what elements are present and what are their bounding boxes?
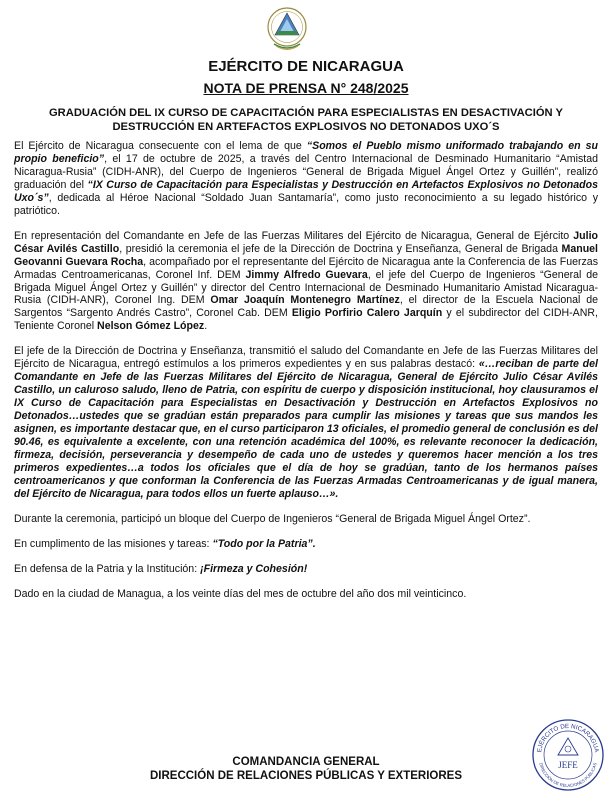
p2-name-aviles: Julio César Avilés Castillo (14, 229, 598, 255)
p2-text-a: En representación del Comandante en Jefe de las Fuerzas Militares del Ejército de Nicaragua, General de Ejército (14, 229, 574, 242)
p6-motto: ¡Firmeza y Cohesión! (200, 562, 308, 575)
p2-name-gomez: Nelson Gómez López (97, 320, 205, 333)
paragraph-4: Durante la ceremonia, participó un bloque del Cuerpo de Ingenieros “General de Brigada Miguel Ángel Ortez”. (14, 512, 531, 525)
paragraph-6 (14, 563, 598, 576)
p2-text-g: , el jefe del Cuerpo de Ingenieros “General de Brigada Miguel Ángel Ortez y Guillén” y director del Centro Internacional de Desminado Humanitario Amistad Nicaragua-Rusia (CIDH-ANR), Coronel Ing. DEM (14, 268, 598, 307)
p1-course-name: “IX Curso de Capacitación para Especialistas y Destrucción en Artefactos Explosivos no Detonados Uxo´s” (14, 178, 599, 204)
p2-name-guevara-rocha: Manuel Geovanni Guevara Rocha (14, 242, 598, 268)
signature-line-2: DIRECCIÓN DE RELACIONES PÚBLICAS Y EXTERIORES (149, 770, 463, 782)
p1-motto: “Somos el Pueblo mismo uniformado trabajando en su propio beneficio” (14, 140, 599, 165)
paragraph-5 (14, 538, 598, 551)
nicaragua-coat-of-arms-icon (266, 4, 308, 54)
p1-text-a: El Ejército de Nicaragua consecuente con el lema de que (14, 140, 307, 152)
p1-text-c: , el 17 de octubre de 2025, a través del Centro Internacional de Desminado Humanitario “Amistad Nicaragua-Rusia” (CIDH-ANR), del Cuerpo de Ingenieros “General de Brigada Miguel Ángel Ortez y Guillén”, realizó graduación del (14, 152, 598, 191)
press-release-body (14, 140, 598, 601)
press-note-number: NOTA DE PRENSA N° 248/2025 (203, 80, 409, 96)
p2-text-e: , acompañado por el representante del Ejército de Nicaragua ante la Conferencia de las Fuerzas Armadas Centroamericanas, Coronel Inf. DEM (14, 255, 598, 281)
p2-name-jimmy-guevara: Jimmy Alfredo Guevara (245, 268, 368, 281)
p2-name-calero: Eligio Porfirio Calero Jarquín (291, 307, 443, 320)
p6-text-a: En defensa de la Patria y la Institución: (14, 562, 201, 575)
p3-text-a: El jefe de la Dirección de Doctrina y Enseñanza, transmitió el saludo del Comandante en Jefe de las Fuerzas Militares del Ejército de Nicaragua, entregó estímulos a los primeros expedientes y en sus palabras destacó: (14, 345, 598, 371)
seal-top-text: EJÉRCITO DE NICARAGUA (536, 722, 600, 753)
paragraph-1 (14, 140, 598, 218)
seal-bottom-text: DIRECCIÓN DE RELACIONES PÚBLICAS (538, 762, 598, 789)
p2-name-montenegro: Omar Joaquín Montenegro Martínez (210, 294, 400, 307)
organization-title: EJÉRCITO DE NICARAGUA (208, 58, 404, 75)
paragraph-2 (14, 230, 598, 334)
p2-text-i: , el director de la Escuela Nacional de Sargentos “Sargento Andrés Castro”, Coronel Cab. DEM (14, 294, 599, 320)
official-seal-stamp-icon (531, 718, 605, 792)
p1-text-e: , dedicada al Héroe Nacional “Soldado Juan Santamaría”, como justo reconocimiento a su legado histórico y patriótico. (14, 191, 598, 217)
p5-text-a: En cumplimento de las misiones y tareas: (14, 537, 213, 550)
seal-center-text: JEFE (558, 760, 578, 770)
paragraph-7-date: Dado en la ciudad de Managua, a los veinte días del mes de octubre del año dos mil veinticinco. (14, 587, 467, 600)
p5-motto: “Todo por la Patria”. (212, 537, 316, 550)
paragraph-3 (14, 345, 598, 500)
p2-text-k: y el subdirector del CIDH-ANR, Teniente Coronel (14, 307, 598, 333)
headline: GRADUACIÓN DEL IX CURSO DE CAPACITACIÓN PARA ESPECIALISTAS EN DESACTIVACIÓN Y DESTRUCCIÓN EN ARTEFACTOS EXPLOSIVOS NO DETONADOS UXO´S (48, 107, 564, 133)
signature-line-1: COMANDANCIA GENERAL (232, 756, 380, 768)
p3-quote: «…reciban de parte del Comandante en Jefe de las Fuerzas Militares del Ejército de Nicaragua, General de Ejército Julio César Avilés Castillo, un caluroso saludo, lleno de Patria, con espíritu de cuerpo y disposición institucional, hoy clausuramos el IX Curso de Capacitación para Especialistas en Desactivación y Destrucción en Artefactos Explosivos no Detonados…ustedes que se gradúan están preparados para cumplir las misiones y tareas que sus mandos les asignen, es importante destacar que, en el curso participaron 13 oficiales, el promedio general de conclusión es del 90.46, es equivalente a excelente, con una retención académica del 100%, es relevante reconocer la dedicación, firmeza, decisión, perseverancia y desempeño de cada uno de ustedes y queremos hacer mención a los tres primeros expedientes…a todos los oficiales que el día de hoy se gradúan, tanto de los hermanos países centroamericanos y que conforman la Conferencia de las Fuerzas Armadas Centroamericanas y de igual manera, del Ejército de Nicaragua, para todos ellos un fuerte aplauso…». (14, 358, 598, 500)
p2-text-c: , presidió la ceremonia el jefe de la Dirección de Doctrina y Enseñanza, General de Brigada (119, 242, 562, 255)
p2-text-m: . (204, 320, 208, 333)
